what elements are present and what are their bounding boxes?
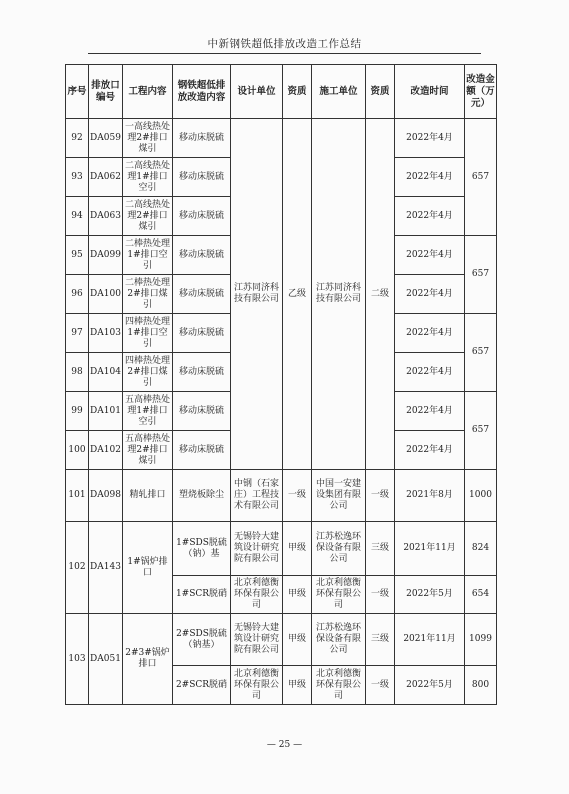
cell-time: 2022年4月 [395, 158, 465, 197]
cell-seq: 98 [66, 353, 89, 392]
cell-project: 二高线热处理2#排口煤引 [123, 197, 173, 236]
cell-builder: 江苏松逸环保设备有限公司 [312, 522, 366, 576]
cell-builder: 北京利德衡环保有限公司 [312, 666, 366, 705]
cell-project: 二棒热处理1#排口空引 [123, 236, 173, 275]
cell-outlet: DA143 [89, 522, 123, 614]
cell-cost: 1000 [465, 470, 497, 522]
cell-content: 移动床脱硫 [173, 275, 231, 314]
cell-time: 2022年4月 [395, 119, 465, 158]
cell-outlet: DA098 [89, 470, 123, 522]
cell-project: 五高棒热处理1#排口空引 [123, 392, 173, 431]
cell-build-qual: 三级 [366, 614, 395, 666]
cell-project: 四棒热处理2#排口煤引 [123, 353, 173, 392]
cell-content: 移动床脱硫 [173, 119, 231, 158]
cell-outlet: DA102 [89, 431, 123, 470]
cell-outlet: DA099 [89, 236, 123, 275]
cell-content: 塑烧板除尘 [173, 470, 231, 522]
cell-seq: 97 [66, 314, 89, 353]
cell-time: 2022年4月 [395, 431, 465, 470]
header-rule [88, 53, 481, 54]
cell-time: 2022年5月 [395, 666, 465, 705]
cell-cost-merged: 657 [465, 119, 497, 236]
cell-seq: 103 [66, 614, 89, 705]
cell-outlet: DA101 [89, 392, 123, 431]
cell-seq: 96 [66, 275, 89, 314]
cell-cost: 654 [465, 576, 497, 614]
cell-design-qual: 一级 [283, 470, 312, 522]
cell-seq: 102 [66, 522, 89, 614]
table-row [66, 522, 497, 576]
cell-designer: 无锡铃大建筑设计研究院有限公司 [231, 614, 283, 666]
cell-outlet: DA104 [89, 353, 123, 392]
cell-design-qual: 甲级 [283, 576, 312, 614]
cell-cost-merged: 657 [465, 314, 497, 392]
cell-time: 2022年4月 [395, 392, 465, 431]
col-time: 改造时间 [395, 65, 465, 119]
cell-time: 2021年11月 [395, 614, 465, 666]
cell-content: 1#SDS脱硫（钠）基 [173, 522, 231, 576]
cell-time: 2022年4月 [395, 197, 465, 236]
cell-outlet: DA051 [89, 614, 123, 705]
cell-content: 移动床脱硫 [173, 158, 231, 197]
renovation-table [65, 64, 497, 705]
cell-outlet: DA063 [89, 197, 123, 236]
cell-build-qual: 一级 [366, 470, 395, 522]
table-header-row [66, 65, 497, 119]
cell-content: 移动床脱硫 [173, 314, 231, 353]
page-number: — 25 — [266, 740, 303, 750]
page-header-title: 中新钢铁超低排放改造工作总结 [207, 38, 362, 50]
cell-build-qual: 三级 [366, 522, 395, 576]
cell-time: 2022年5月 [395, 576, 465, 614]
cell-build-qual-merged: 二级 [366, 119, 395, 470]
table-row [66, 614, 497, 666]
cell-seq: 95 [66, 236, 89, 275]
col-builder: 施工单位 [312, 65, 366, 119]
cell-content: 移动床脱硫 [173, 392, 231, 431]
cell-content: 2#SDS脱硫（钠基） [173, 614, 231, 666]
cell-builder-merged: 江苏同济科技有限公司 [312, 119, 366, 470]
table-row [66, 119, 497, 158]
cell-project: 二棒热处理2#排口煤引 [123, 275, 173, 314]
cell-seq: 100 [66, 431, 89, 470]
cell-time: 2022年4月 [395, 353, 465, 392]
cell-build-qual: 一级 [366, 576, 395, 614]
col-design-qual: 资质 [283, 65, 312, 119]
cell-content: 移动床脱硫 [173, 197, 231, 236]
cell-builder: 中国一安建设集团有限公司 [312, 470, 366, 522]
cell-project: 1#锅炉排口 [123, 522, 173, 614]
cell-project: 二高线热处理1#排口空引 [123, 158, 173, 197]
cell-outlet: DA100 [89, 275, 123, 314]
col-content: 钢铁超低排放改造内容 [173, 65, 231, 119]
col-project: 工程内容 [123, 65, 173, 119]
cell-seq: 99 [66, 392, 89, 431]
cell-builder: 江苏松逸环保设备有限公司 [312, 614, 366, 666]
cell-content: 移动床脱硫 [173, 236, 231, 275]
cell-builder: 北京利德衡环保有限公司 [312, 576, 366, 614]
cell-designer-merged: 江苏同济科技有限公司 [231, 119, 283, 470]
cell-outlet: DA062 [89, 158, 123, 197]
cell-cost-merged: 657 [465, 392, 497, 470]
cell-content: 移动床脱硫 [173, 353, 231, 392]
cell-cost-merged: 657 [465, 236, 497, 314]
cell-design-qual: 甲级 [283, 522, 312, 576]
cell-project: 五高棒热处理2#排口煤引 [123, 431, 173, 470]
col-designer: 设计单位 [231, 65, 283, 119]
cell-cost: 824 [465, 522, 497, 576]
cell-content: 2#SCR脱硝 [173, 666, 231, 705]
cell-seq: 94 [66, 197, 89, 236]
col-build-qual: 资质 [366, 65, 395, 119]
table-row [66, 470, 497, 522]
cell-cost: 800 [465, 666, 497, 705]
cell-content: 移动床脱硫 [173, 431, 231, 470]
cell-project: 精轧排口 [123, 470, 173, 522]
cell-design-qual: 甲级 [283, 614, 312, 666]
cell-build-qual: 一级 [366, 666, 395, 705]
col-outlet: 排放口编号 [89, 65, 123, 119]
cell-designer: 北京利德衡环保有限公司 [231, 666, 283, 705]
cell-time: 2021年11月 [395, 522, 465, 576]
cell-design-qual-merged: 乙级 [283, 119, 312, 470]
cell-designer: 北京利德衡环保有限公司 [231, 576, 283, 614]
cell-project: 2#3#锅炉排口 [123, 614, 173, 705]
cell-seq: 92 [66, 119, 89, 158]
cell-time: 2022年4月 [395, 314, 465, 353]
cell-outlet: DA103 [89, 314, 123, 353]
cell-time: 2021年8月 [395, 470, 465, 522]
cell-design-qual: 甲级 [283, 666, 312, 705]
cell-content: 1#SCR脱硝 [173, 576, 231, 614]
cell-project: 一高线热处理2#排口煤引 [123, 119, 173, 158]
cell-designer: 中钢（石家庄）工程技术有限公司 [231, 470, 283, 522]
cell-outlet: DA059 [89, 119, 123, 158]
cell-time: 2022年4月 [395, 275, 465, 314]
cell-project: 四棒热处理1#排口空引 [123, 314, 173, 353]
cell-seq: 93 [66, 158, 89, 197]
col-cost: 改造金额（万元） [465, 65, 497, 119]
cell-cost: 1099 [465, 614, 497, 666]
cell-designer: 无锡铃大建筑设计研究院有限公司 [231, 522, 283, 576]
cell-seq: 101 [66, 470, 89, 522]
col-seq: 序号 [66, 65, 89, 119]
cell-time: 2022年4月 [395, 236, 465, 275]
